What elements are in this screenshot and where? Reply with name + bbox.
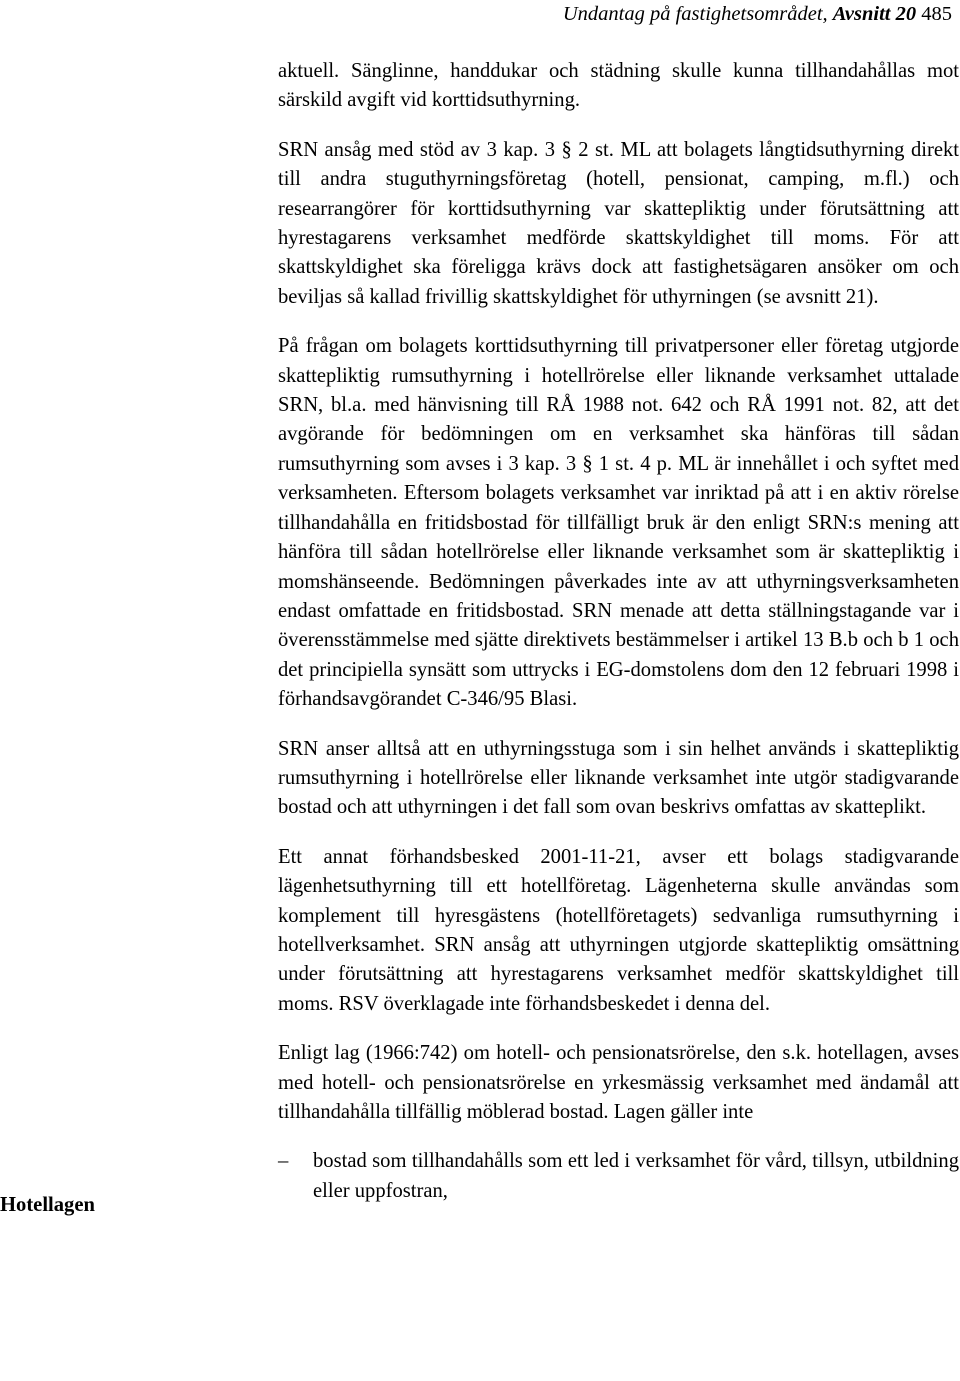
- dash-marker: –: [278, 1150, 289, 1173]
- running-header: [563, 2, 952, 26]
- margin-heading: Hotellagen: [0, 1194, 95, 1216]
- exception-list: [278, 1147, 959, 1206]
- paragraph: SRN anser alltså att en uthyrningsstuga som i sin helhet används i skattepliktig rumsuthyrning i hotellrörelse eller liknande verksamhet inte utgör stadigvarande bostad och att uthyrningen i det fall som ovan beskrivs omfattas av skatteplikt.: [278, 737, 959, 819]
- list-item: [278, 1147, 959, 1206]
- paragraph: SRN ansåg med stöd av 3 kap. 3 § 2 st. ML att bolagets långtidsuthyrning direkt till andra stuguthyrningsföretag (hotell, pensionat, camping, m.fl.) och researrangörer för korttidsuthyrning var skattepliktig under förutsättning att hyrestagarens verksamhet medförde skattskyldighet till moms. För att skattskyldighet ska föreligga krävs dock att fastighetsägaren ansöker om och beviljas så kallad frivillig skattskyldighet för uthyrningen (se avsnitt 21).: [278, 138, 959, 308]
- paragraph: På frågan om bolagets korttidsuthyrning till privatpersoner eller företag utgjorde skattepliktig rumsuthyrning i hotellrörelse eller liknande verksamhet uttalade SRN, bl.a. med hänvisning till RÅ 1988 not. 642 och RÅ 1991 not. 82, att det avgörande för bedömningen om en verksamhet ska hänföras till sådan rumsuthyrning som avses i 3 kap. 3 § 1 st. 4 p. ML är innehållet i och syftet med verksamheten. Eftersom bolagets verksamhet var inriktad på att i en aktiv rörelse tillhandahålla en fritidsbostad för tillfälligt bruk är den enligt SRN:s mening att hänföra till sådan hotellrörelse eller liknande verksamhet som är skattepliktig i momshänseende. Bedömningen påverkades inte av att uthyrningsverksamheten endast omfattade en fritidsbostad. SRN menade att detta ställningstagande var i överensstämmelse med sjätte direktivets bestämmelser i artikel 13 B.b och b 1 och det principiella synsätt som uttrycks i EG-domstolens dom den 12 februari 1998 i förhandsavgörandet C-346/95 Blasi.: [278, 335, 959, 711]
- page-number: 485: [921, 3, 952, 25]
- running-header-title: Undantag på fastighetsområdet,: [562, 3, 828, 25]
- running-header-section: Avsnitt 20: [832, 3, 917, 25]
- paragraph: Ett annat förhandsbesked 2001-11-21, avser ett bolags stadigvarande lägenhetsuthyrning till ett hotellföretag. Lägenheterna skulle användas som komplement till hyresgästens (hotellföretagets) sedvanliga rumsuthyrning i hotellverksamhet. SRN ansåg att uthyrningen utgjorde skattepliktig omsättning under förutsättning att hyrestagarens verksamhet medför skattskyldighet till moms. RSV överklagade inte förhandsbeskedet i denna del.: [278, 845, 959, 1015]
- body-text: [278, 57, 959, 1206]
- paragraph: aktuell. Sänglinne, handdukar och städning skulle kunna tillhandahållas mot särskild avgift vid korttidsuthyrning.: [278, 60, 959, 112]
- paragraph: Enligt lag (1966:742) om hotell- och pensionatsrörelse, den s.k. hotellagen, avses med hotell- och pensionatsrörelse en yrkesmässig verksamhet med ändamål att tillhandahålla tillfällig möblerad bostad. Lagen gäller inte: [278, 1042, 959, 1123]
- list-item-text: bostad som tillhandahålls som ett led i verksamhet för vård, tillsyn, utbildning eller uppfostran,: [313, 1150, 959, 1202]
